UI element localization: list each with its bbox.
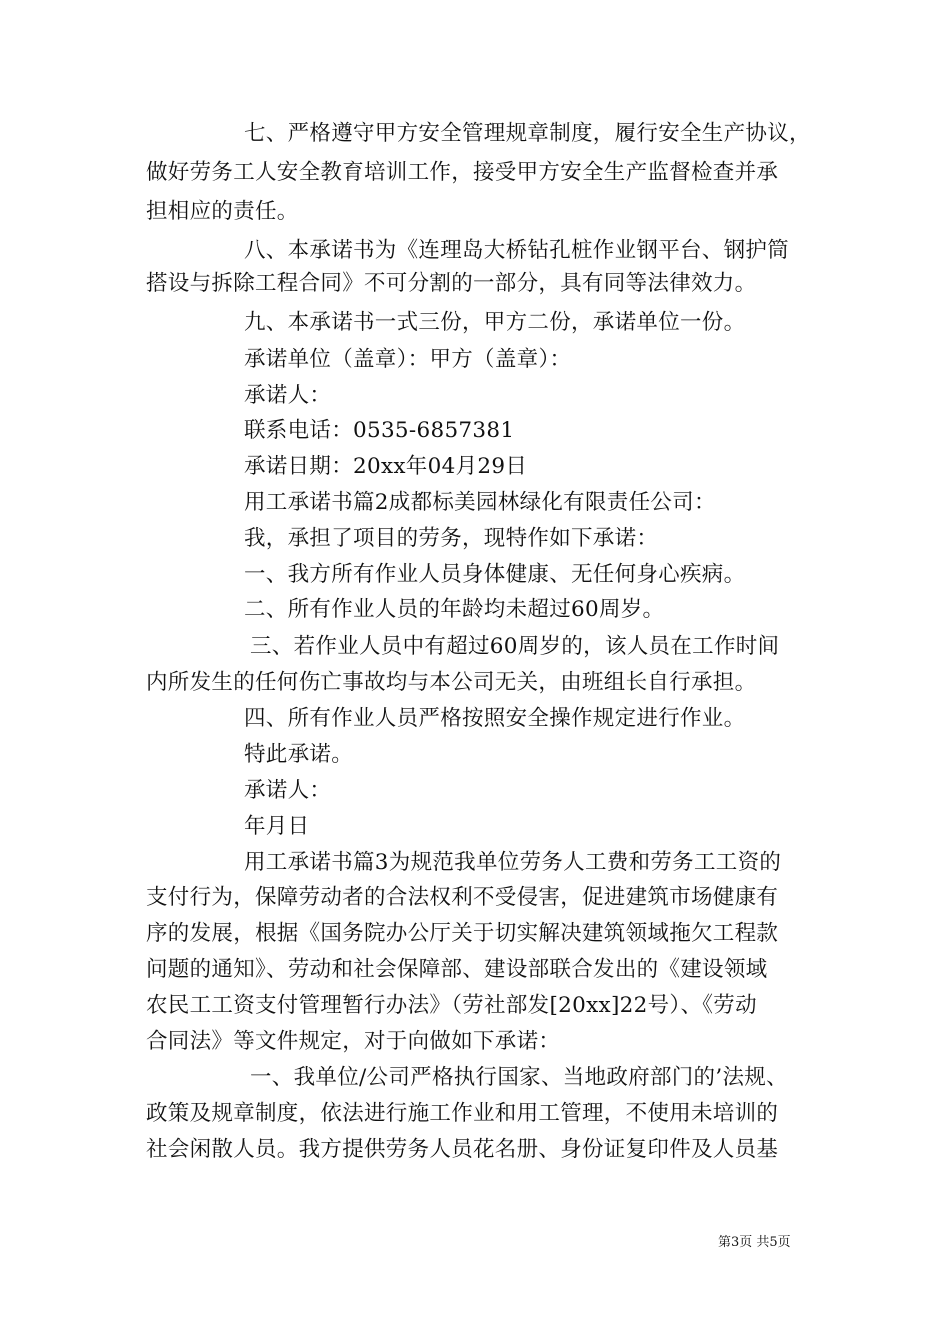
text-line: 农民工工资支付管理暂行办法》（劳社部发[20xx]22号）、《劳动 (146, 993, 757, 1018)
text-line: 我，承担了项目的劳务，现特作如下承诺： (244, 526, 659, 551)
text-line: 年月日 (244, 814, 310, 839)
text-line: 一、我单位/公司严格执行国家、当地政府部门的’法规、 (250, 1065, 788, 1090)
text-line: 四、所有作业人员严格按照安全操作规定进行作业。 (244, 706, 746, 731)
text-line: 问题的通知》、劳动和社会保障部、建设部联合发出的《建设领域 (146, 957, 768, 982)
text-line: 用工承诺书篇2成都标美园林绿化有限责任公司： (244, 490, 716, 515)
text-line: 社会闲散人员。我方提供劳务人员花名册、身份证复印件及人员基 (146, 1137, 779, 1162)
text-line: 内所发生的任何伤亡事故均与本公司无关，由班组长自行承担。 (146, 670, 757, 695)
text-line: 三、若作业人员中有超过60周岁的，该人员在工作时间 (250, 634, 780, 659)
text-line: 搭设与拆除工程合同》不可分割的一部分，具有同等法律效力。 (146, 271, 757, 296)
text-line: 承诺日期：20xx年04月29日 (244, 454, 528, 479)
text-line: 承诺单位（盖章）：甲方（盖章）： (244, 347, 572, 372)
text-line: 用工承诺书篇3为规范我单位劳务人工费和劳务工工资的 (244, 850, 782, 875)
text-line: 一、我方所有作业人员身体健康、无任何身心疾病。 (244, 562, 746, 587)
text-line: 特此承诺。 (244, 742, 354, 767)
text-line: 承诺人： (244, 383, 332, 408)
text-line: 合同法》等文件规定，对于向做如下承诺： (146, 1029, 561, 1054)
text-line: 支付行为，保障劳动者的合法权利不受侵害，促进建筑市场健康有 (146, 885, 779, 910)
text-line: 七、严格遵守甲方安全管理规章制度，履行安全生产协议， (244, 121, 811, 146)
text-line: 担相应的责任。 (146, 199, 299, 224)
text-line: 二、所有作业人员的年龄均未超过60周岁。 (244, 597, 665, 622)
text-line: 政策及规章制度，依法进行施工作业和用工管理，不使用未培训的 (146, 1101, 779, 1126)
text-line: 做好劳务工人安全教育培训工作，接受甲方安全生产监督检查并承 (146, 160, 779, 185)
text-line: 序的发展，根据《国务院办公厅关于切实解决建筑领域拖欠工程款 (146, 921, 779, 946)
text-line: 承诺人： (244, 778, 332, 803)
text-line: 九、本承诺书一式三份，甲方二份，承诺单位一份。 (244, 310, 746, 335)
text-line: 联系电话：0535-6857381 (244, 418, 515, 443)
text-line: 八、本承诺书为《连理岛大桥钻孔桩作业钢平台、钢护筒 (244, 238, 790, 263)
page-number-footer: 第3页 共5页 (718, 1235, 791, 1250)
